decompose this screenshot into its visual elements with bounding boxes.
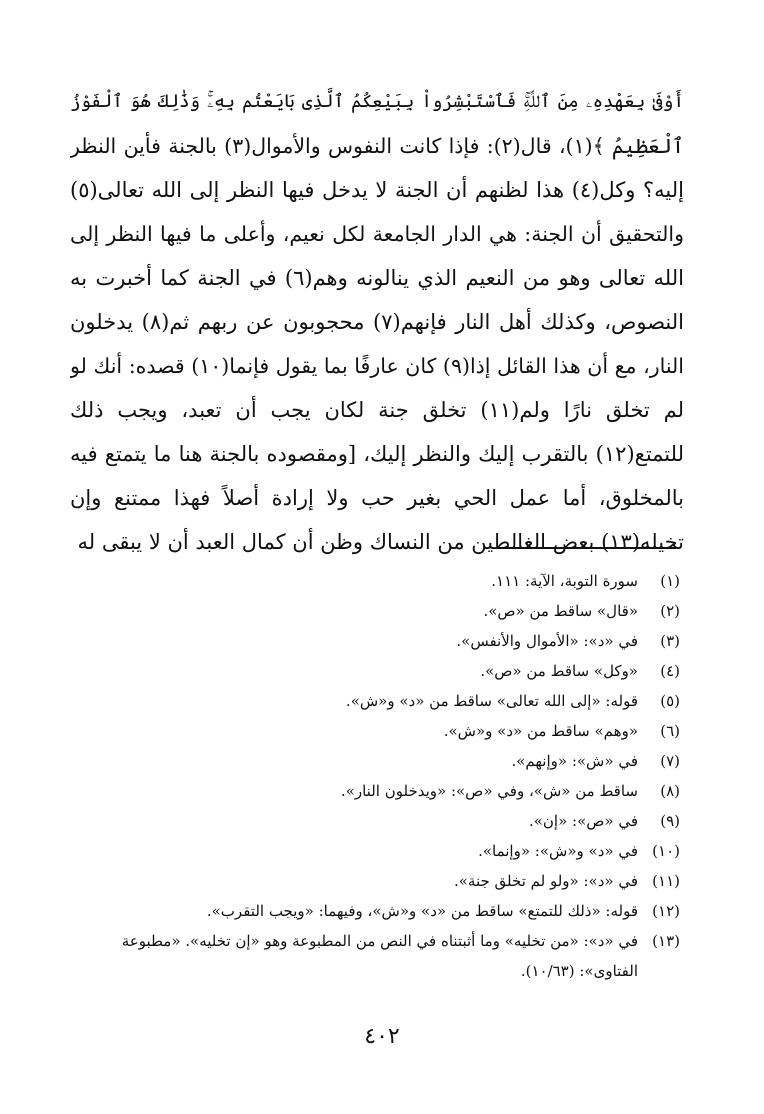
main-text-line: الله تعالى وهو من النعيم الذي ينالونه وهم(٦) في الجنة كما أخبرت به [70,266,684,290]
footnote-text: في «د»: «ولو لم تخلق جنة». [453,872,638,890]
footnote-number: (١٢) [652,902,680,920]
footnote-text: في «ش»: «وإنهم». [511,752,638,770]
footnote-item [76,596,680,626]
main-text-line: النصوص، وكذلك أهل النار فإنهم(٧) محجوبون عن ربهم ثم(٨) يدخلون [70,310,684,334]
footnote-item [76,746,680,776]
main-text-line: إليه؟ وكل(٤) هذا لظنهم أن الجنة لا يدخل فيها النظر إلى الله تعالى(٥) [70,178,684,202]
footnote-item [76,626,680,656]
footnotes-list [76,566,680,986]
main-text-body [70,80,684,564]
footnote-item [76,836,680,866]
footnote-number: (٧) [660,752,680,770]
footnote-divider [498,547,676,549]
footnote-text: سورة التوبة، الآية: ١١١. [491,572,638,590]
footnote-text: في «ص»: «إن». [528,812,638,830]
footnote-text: «وكل» ساقط من «ص». [480,662,638,680]
footnote-number: (٣) [660,632,680,650]
footnote-text: في «د»: «الأموال والأنفس». [456,632,638,650]
footnote-item [76,866,680,896]
footnote-number: (٦) [660,722,680,740]
footnote-text: «قال» ساقط من «ص». [483,602,638,620]
footnote-text: «وهم» ساقط من «د» و«ش». [443,722,638,740]
main-text-line: لم تخلق نارًا ولم(١١) تخلق جنة لكان يجب أن تعبد، ويجب ذلك [70,398,684,422]
footnote-text: قوله: «إلى الله تعالى» ساقط من «د» و«ش». [345,692,638,710]
footnote-number: (١١) [652,872,680,890]
main-text-line: النار، مع أن هذا القائل إذا(٩) كان عارفًا بما يقول فإنما(١٠) قصده: أنك لو [70,354,684,378]
footnote-text: في «د» و«ش»: «وإنما». [478,842,638,860]
footnote-item [76,896,680,926]
page-number: ٤٠٢ [364,1024,400,1049]
main-text-line: ٱلْعَظِيمُ ﴾(١)، قال(٢): فإذا كانت النفوس والأموال(٣) بالجنة فأين النظر [70,134,684,158]
footnote-number: (٨) [660,782,680,800]
footnote-item [76,806,680,836]
footnote-number: (٢) [660,602,680,620]
footnote-number: (١٠) [652,842,680,860]
footnote-item [76,776,680,806]
footnote-text: في «د»: «من تخليه» وما أثبتناه في النص من المطبوعة وهو «إن تخليه». «مطبوعة الفتاوى»: (١٠/٦٣). [121,932,638,980]
main-text-line: بالمخلوق، أما عمل الحي بغير حب ولا إرادة أصلاً فهذا ممتنع وإن [70,486,684,510]
footnote-item [76,716,680,746]
main-text-line: للتمتع(١٢) بالتقرب إليك والنظر إليك، [ومقصوده بالجنة هنا ما يتمتع فيه [70,442,684,466]
footnote-item [76,656,680,686]
footnote-text: ساقط من «ش»، وفي «ص»: «ويدخلون النار». [340,782,638,800]
footnote-number: (١٣) [652,932,680,950]
footnote-item [76,686,680,716]
footnote-number: (٤) [660,662,680,680]
footnote-item [76,566,680,596]
footnote-number: (١) [660,572,680,590]
footnote-number: (٥) [660,692,680,710]
main-text-line: والتحقيق أن الجنة: هي الدار الجامعة لكل نعيم، وأعلى ما فيها النظر إلى [70,222,684,246]
footnote-text: قوله: «ذلك للتمتع» ساقط من «د» و«ش»، وفيهما: «ويجب التقرب». [206,902,638,920]
footnote-item [76,926,680,986]
main-text-line: أَوْفَىٰ بِعَهْدِهِۦ مِنَ ٱللَّهِۚ فَٱسْتَبْشِرُواْ بِبَيْعِكُمُ ٱلَّذِى بَايَعْتُم بِهِۦۚ وَذَٰلِكَ هُوَ ٱلْفَوْزُ [70,91,684,112]
main-text-line: تخيله(١٣) بعض الغالطين من النساك وظن أن كمال العبد أن لا يبقى له [77,530,684,554]
footnote-number: (٩) [660,812,680,830]
